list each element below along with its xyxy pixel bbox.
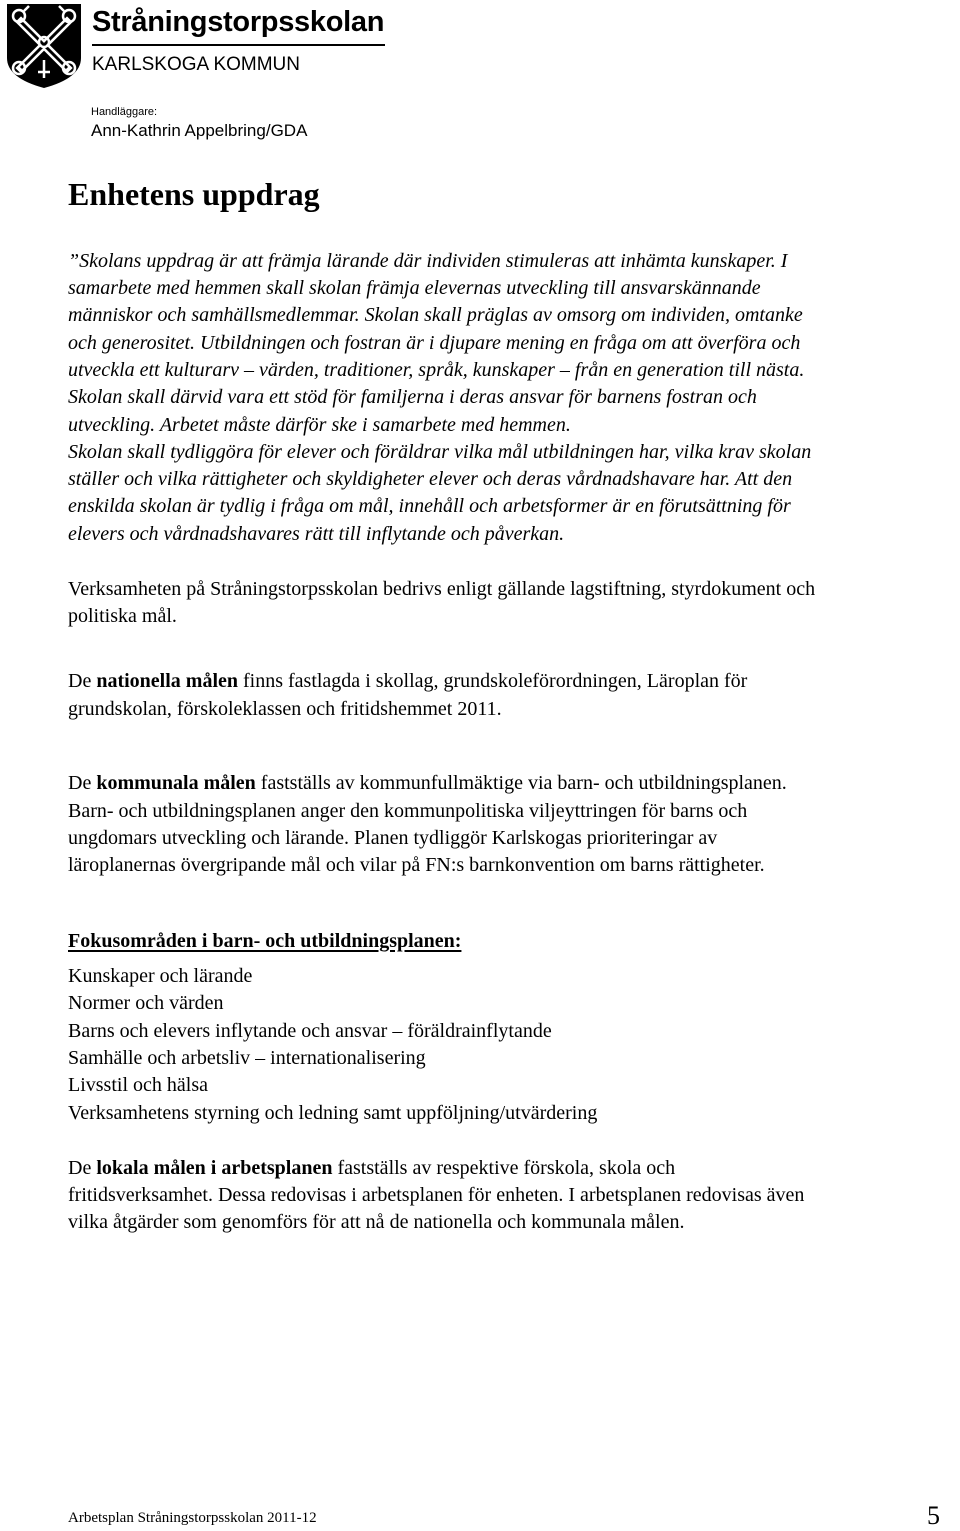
national-goals-line: grundskolan, förskoleklassen och fritidshemmet 2011.	[68, 698, 502, 720]
mission-quote-line: ”Skolans uppdrag är att främja lärande där individen stimuleras att inhämta kunskaper. I	[68, 250, 788, 272]
mission-quote-line: Skolan skall därvid vara ett stöd för familjerna i deras ansvar för barnens fostran och	[68, 386, 757, 408]
operations-line: politiska mål.	[68, 605, 177, 627]
mission-quote-line: elevers och vårdnadshavares rätt till inflytande och påverkan.	[68, 523, 565, 545]
school-crest-logo-icon	[4, 2, 84, 90]
mission-quote-line: människor och samhällsmedlemmar. Skolan skall präglas av omsorg om individen, omtanke	[68, 304, 803, 326]
municipal-goals-term: kommunala målen	[96, 772, 256, 794]
focus-area-item: Samhälle och arbetsliv – internationalisering	[68, 1047, 426, 1069]
municipal-goals-line: läroplanernas övergripande mål och vilar på FN:s barnkonvention om barns rättigheter.	[68, 854, 765, 876]
national-goals-term: nationella målen	[96, 670, 238, 692]
focus-area-item: Verksamhetens styrning och ledning samt uppföljning/utvärdering	[68, 1102, 598, 1124]
footer-document-name: Arbetsplan Stråningstorpsskolan 2011-12	[68, 1510, 317, 1526]
local-goals-line: De lokala målen i arbetsplanen fastställs av respektive förskola, skola och	[68, 1157, 676, 1179]
focus-areas-heading: Fokusområden i barn- och utbildningsplanen:	[68, 930, 462, 952]
focus-area-item: Barns och elevers inflytande och ansvar – föräldrainflytande	[68, 1020, 552, 1042]
mission-quote-line: utveckla ett kulturarv – värden, traditioner, språk, kunskaper – från en generation till nästa.	[68, 359, 805, 381]
handler-label: Handläggare:	[91, 106, 158, 118]
municipality-name: KARLSKOGA KOMMUN	[92, 54, 300, 75]
school-name: Stråningstorpsskolan	[92, 6, 385, 38]
handler-name: Ann-Kathrin Appelbring/GDA	[91, 121, 308, 140]
mission-quote-line: ställer och vilka rättigheter och skyldigheter elever och deras vårdnadshavare har. Att den	[68, 468, 793, 490]
local-goals-line: fritidsverksamhet. Dessa redovisas i arbetsplanen för enheten. I arbetsplanen redovisas även	[68, 1184, 805, 1206]
focus-area-item: Normer och värden	[68, 992, 224, 1014]
mission-quote-line: utveckling. Arbetet måste därför ske i samarbete med hemmen.	[68, 414, 571, 436]
operations-line: Verksamheten på Stråningstorpsskolan bedrivs enligt gällande lagstiftning, styrdokument och	[68, 578, 816, 600]
municipal-goals-line: ungdomars utveckling och lärande. Planen tydliggör Karlskogas prioriteringar av	[68, 827, 718, 849]
mission-quote-line: enskilda skolan är tydlig i fråga om mål, innehåll och arbetsformer är en förutsättning för	[68, 495, 791, 517]
page-title: Enhetens uppdrag	[68, 176, 320, 212]
mission-quote-line: Skolan skall tydliggöra för elever och föräldrar vilka mål utbildningen har, vilka krav skolan	[68, 441, 812, 463]
municipal-goals-line: De kommunala målen fastställs av kommunfullmäktige via barn- och utbildningsplanen.	[68, 772, 787, 794]
municipal-goals-line: Barn- och utbildningsplanen anger den kommunpolitiska viljeyttringen för barns och	[68, 800, 748, 822]
focus-area-item: Livsstil och hälsa	[68, 1074, 208, 1096]
focus-area-item: Kunskaper och lärande	[68, 965, 253, 987]
header-divider	[92, 44, 385, 46]
local-goals-line: vilka åtgärder som genomförs för att nå de nationella och kommunala målen.	[68, 1211, 685, 1233]
mission-quote-line: och generositet. Utbildningen och fostran är i djupare mening en fråga om att överföra och	[68, 332, 801, 354]
local-goals-term: lokala målen i arbetsplanen	[96, 1157, 333, 1179]
mission-quote-line: samarbete med hemmen skall skolan främja elevernas utveckling till ansvarskännande	[68, 277, 761, 299]
national-goals-line: De nationella målen finns fastlagda i skollag, grundskoleförordningen, Läroplan för	[68, 670, 748, 692]
page-number: 5	[927, 1501, 940, 1530]
